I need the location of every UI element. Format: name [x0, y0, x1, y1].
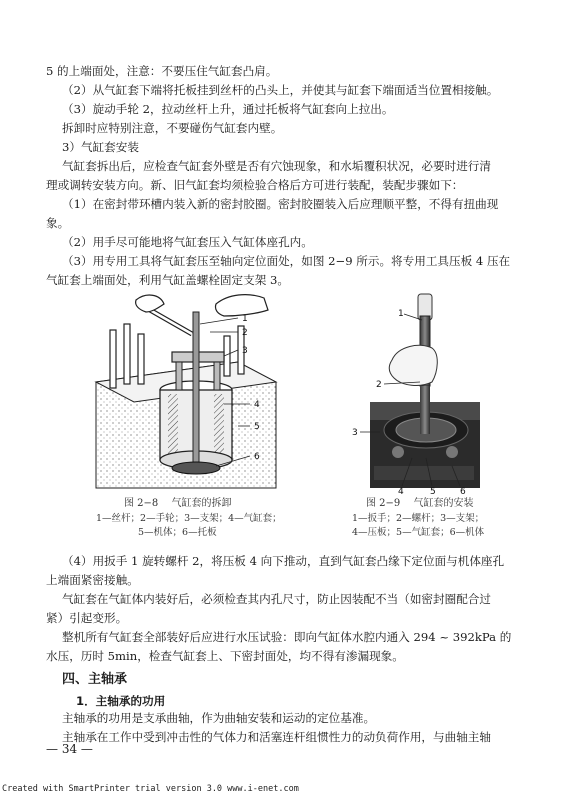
- callout-label: 3: [352, 428, 358, 438]
- body-line: 气缸套拆出后，应检查气缸套外壁是否有穴蚀现象，和水垢覆积状况，必要时进行清: [62, 159, 491, 173]
- callout-label: 4: [254, 400, 260, 410]
- body-line: 气缸套在气缸体内装好后，必须检查其内孔尺寸，防止因装配不当（如密封圈配合过: [62, 592, 491, 606]
- callout-label: 6: [460, 487, 466, 495]
- body-line: （3）旋动手轮 2，拉动丝杆上升，通过托板将气缸套向上拉出。: [62, 102, 394, 116]
- figure-right-legend: 1—扳手；2—螺杆；3—支架；: [352, 513, 485, 524]
- body-line: （3）用专用工具将气缸套压至轴向定位面处，如图 2−9 所示。将专用工具压板 4 压在: [62, 254, 511, 268]
- body-line: 整机所有气缸套全部装好后应进行水压试验：即向气缸体水腔内通入 294 ~ 392kPa 的: [62, 630, 512, 644]
- figure-cylinder-liner-removal: [88, 290, 286, 495]
- figure-left-legend: 1—丝杆；2—手轮；3—支架；4—气缸套；: [96, 513, 282, 524]
- page-number: — 34 —: [46, 742, 93, 756]
- body-line: 气缸套上端面处，利用气缸盖螺栓固定支架 3。: [46, 273, 289, 287]
- callout-label: 3: [242, 346, 248, 356]
- figure-right-title: 图 2−9 气缸套的安装: [366, 498, 474, 509]
- body-line: （2）用手尽可能地将气缸套压入气缸体座孔内。: [62, 235, 313, 249]
- callout-label: 5: [430, 487, 436, 495]
- body-line: 5 的上端面处，注意：不要压住气缸套凸肩。: [46, 64, 278, 78]
- figure-left-title: 图 2−8 气缸套的拆卸: [124, 498, 232, 509]
- callout-label: 6: [254, 452, 260, 462]
- body-line: 主轴承的功用是支承曲轴，作为曲轴安装和运动的定位基准。: [62, 711, 376, 725]
- body-line: 象。: [46, 216, 70, 230]
- body-line: 3）气缸套安装: [62, 140, 139, 154]
- body-line: 上端面紧密接触。: [46, 573, 139, 587]
- section-heading: 四、主轴承: [62, 672, 128, 687]
- watermark-footer: Created with SmartPrinter trial version 3.0 www.i-enet.com: [2, 784, 299, 794]
- body-line: （2）从气缸套下端将托板挂到丝杆的凸头上，并使其与缸套下端面适当位置相接触。: [62, 83, 499, 97]
- body-line: （4）用扳手 1 旋转螺杆 2，将压板 4 向下推动，直到气缸套凸缘下定位面与机体座孔: [62, 554, 505, 568]
- callout-label: 2: [376, 380, 382, 390]
- callout-label: 2: [242, 328, 248, 338]
- body-line: 紧）引起变形。: [46, 611, 128, 625]
- body-line: 理或调转安装方向。新、旧气缸套均须检验合格后方可进行装配，装配步骤如下：: [46, 178, 464, 192]
- body-line: 主轴承在工作中受到冲击性的气体力和活塞连杆组惯性力的动负荷作用，与曲轴主轴: [62, 730, 491, 744]
- callout-label: 1: [242, 314, 248, 324]
- figure-cylinder-liner-installation: [340, 290, 480, 495]
- body-line: 水压，历时 5min，检查气缸套上、下密封面处，均不得有渗漏现象。: [46, 649, 404, 663]
- callout-label: 5: [254, 422, 260, 432]
- callout-label: 1: [398, 309, 404, 319]
- callout-label: 4: [398, 487, 404, 495]
- body-line: 拆卸时应特别注意，不要碰伤气缸套内壁。: [62, 121, 283, 135]
- subsection-heading: 1．主轴承的功用: [76, 694, 166, 708]
- figure-left-legend: 5—机体；6—托板: [138, 527, 217, 538]
- figure-right-legend: 4—压板；5—气缸套；6—机体: [352, 527, 485, 538]
- body-line: （1）在密封带环槽内装入新的密封胶圈。密封胶圈装入后应理顺平整，不得有扭曲现: [62, 197, 499, 211]
